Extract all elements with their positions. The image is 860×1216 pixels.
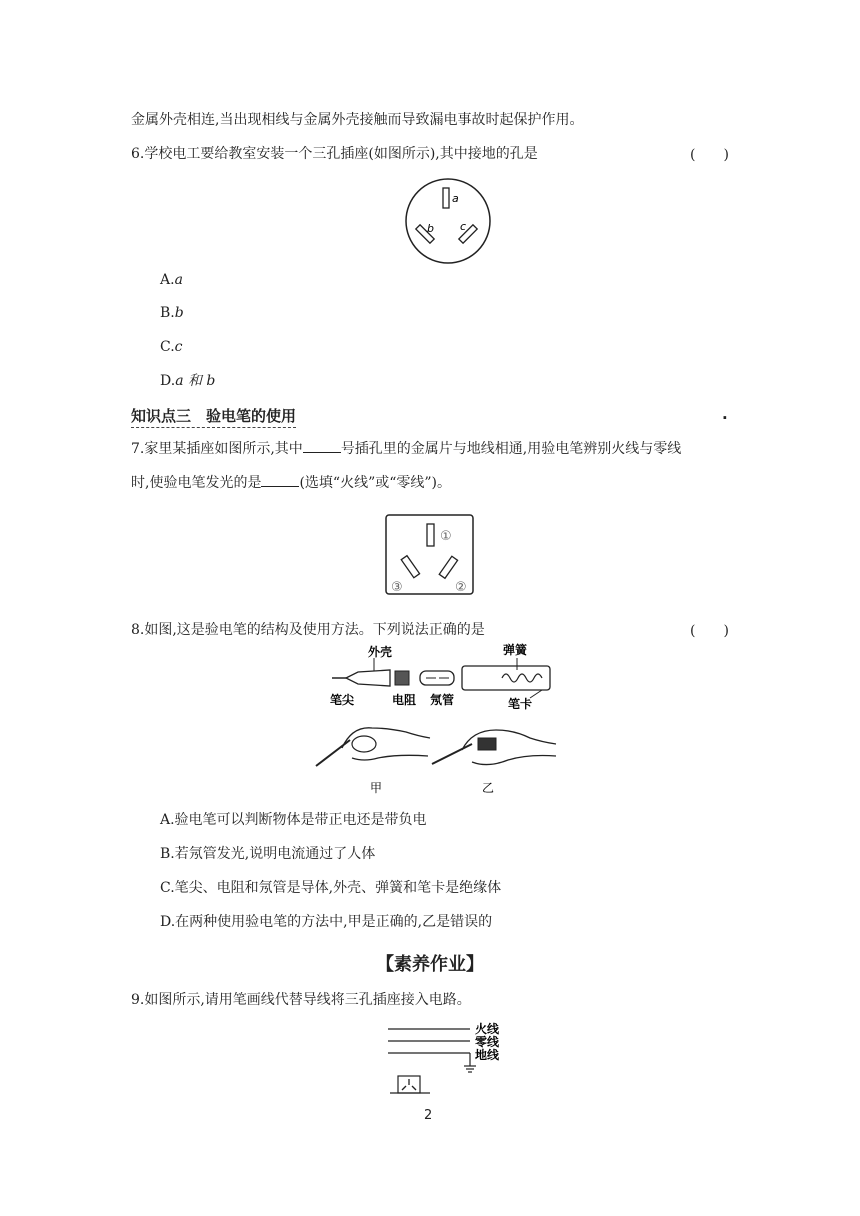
- label-b: b: [427, 222, 434, 235]
- page-number: 2: [424, 1108, 433, 1123]
- label-3: ③: [391, 580, 403, 595]
- q8-option-d: D.在两种使用验电笔的方法中,甲是正确的,乙是错误的: [160, 914, 493, 930]
- label-yi: 乙: [482, 781, 495, 795]
- label-neon: 氖管: [430, 693, 455, 707]
- label-tip: 笔尖: [330, 693, 355, 707]
- hole-3: [401, 556, 419, 578]
- label-neutral-wire: 零线: [475, 1035, 500, 1049]
- hole-a: [443, 188, 449, 208]
- q8-option-c: C.笔尖、电阻和氖管是导体,外壳、弹簧和笔卡是绝缘体: [160, 880, 502, 896]
- hole-1: [427, 524, 434, 546]
- q9-circuit-figure: [384, 1018, 508, 1102]
- hand-yi-illustration: [432, 730, 556, 765]
- label-clip: 笔卡: [508, 697, 533, 711]
- three-hole-socket-symbol: [390, 1076, 430, 1093]
- heading-dot: .: [722, 405, 728, 423]
- q6-stem: 6.学校电工要给教室安装一个三孔插座(如图所示),其中接地的孔是: [131, 146, 538, 162]
- label-c: c: [460, 220, 467, 233]
- label-shell: 外壳: [368, 645, 393, 659]
- q6-option-b: B.b: [160, 305, 184, 321]
- q9-stem: 9.如图所示,请用笔画线代替导线将三孔插座接入电路。: [131, 992, 471, 1008]
- q6-three-hole-socket-figure: [400, 178, 496, 264]
- q8-stem: 8.如图,这是验电笔的结构及使用方法。下列说法正确的是: [131, 622, 485, 638]
- q6-option-d: D.a 和 b: [160, 373, 216, 389]
- q7-line2: 时,使验电笔发光的是 (选填“火线”或“零线”)。: [131, 472, 451, 493]
- label-a: a: [452, 192, 459, 205]
- q7-blank-1[interactable]: [303, 438, 341, 453]
- resistor-shape: [395, 671, 409, 685]
- section-title: 【素养作业】: [376, 954, 484, 975]
- knowledge-point-heading: 知识点三 验电笔的使用: [131, 405, 296, 428]
- label-live-wire: 火线: [475, 1022, 500, 1036]
- q6-option-c: C.c: [160, 339, 183, 355]
- label-resistor: 电阻: [392, 693, 417, 707]
- q7-socket-figure: [385, 514, 475, 596]
- prev-paragraph-line: 金属外壳相连,当出现相线与金属外壳接触而导致漏电事故时起保护作用。: [131, 112, 584, 128]
- label-2: ②: [455, 580, 467, 595]
- hole-2: [439, 556, 457, 578]
- q8-option-b: B.若氖管发光,说明电流通过了人体: [160, 846, 376, 862]
- socket-outline: [406, 179, 490, 263]
- label-1: ①: [440, 529, 452, 544]
- label-ground-wire: 地线: [475, 1048, 500, 1062]
- q6-option-a: A.a: [160, 272, 183, 288]
- spring-shape: [502, 674, 542, 682]
- q7-blank-2[interactable]: [261, 472, 299, 487]
- q6-answer-paren: ( ): [690, 147, 729, 163]
- label-jia: 甲: [370, 781, 383, 795]
- q8-answer-paren: ( ): [690, 623, 729, 639]
- hand-jia-illustration: [316, 728, 430, 766]
- pen-shell-shape: [346, 670, 390, 686]
- label-spring: 弹簧: [503, 643, 528, 657]
- pen-body-shape: [462, 666, 550, 690]
- q8-option-a: A.验电笔可以判断物体是带正电还是带负电: [160, 812, 427, 828]
- q8-test-pen-figure: [312, 640, 558, 798]
- q7-line1: 7.家里某插座如图所示,其中 号插孔里的金属片与地线相通,用验电笔辨别火线与零线: [131, 438, 681, 459]
